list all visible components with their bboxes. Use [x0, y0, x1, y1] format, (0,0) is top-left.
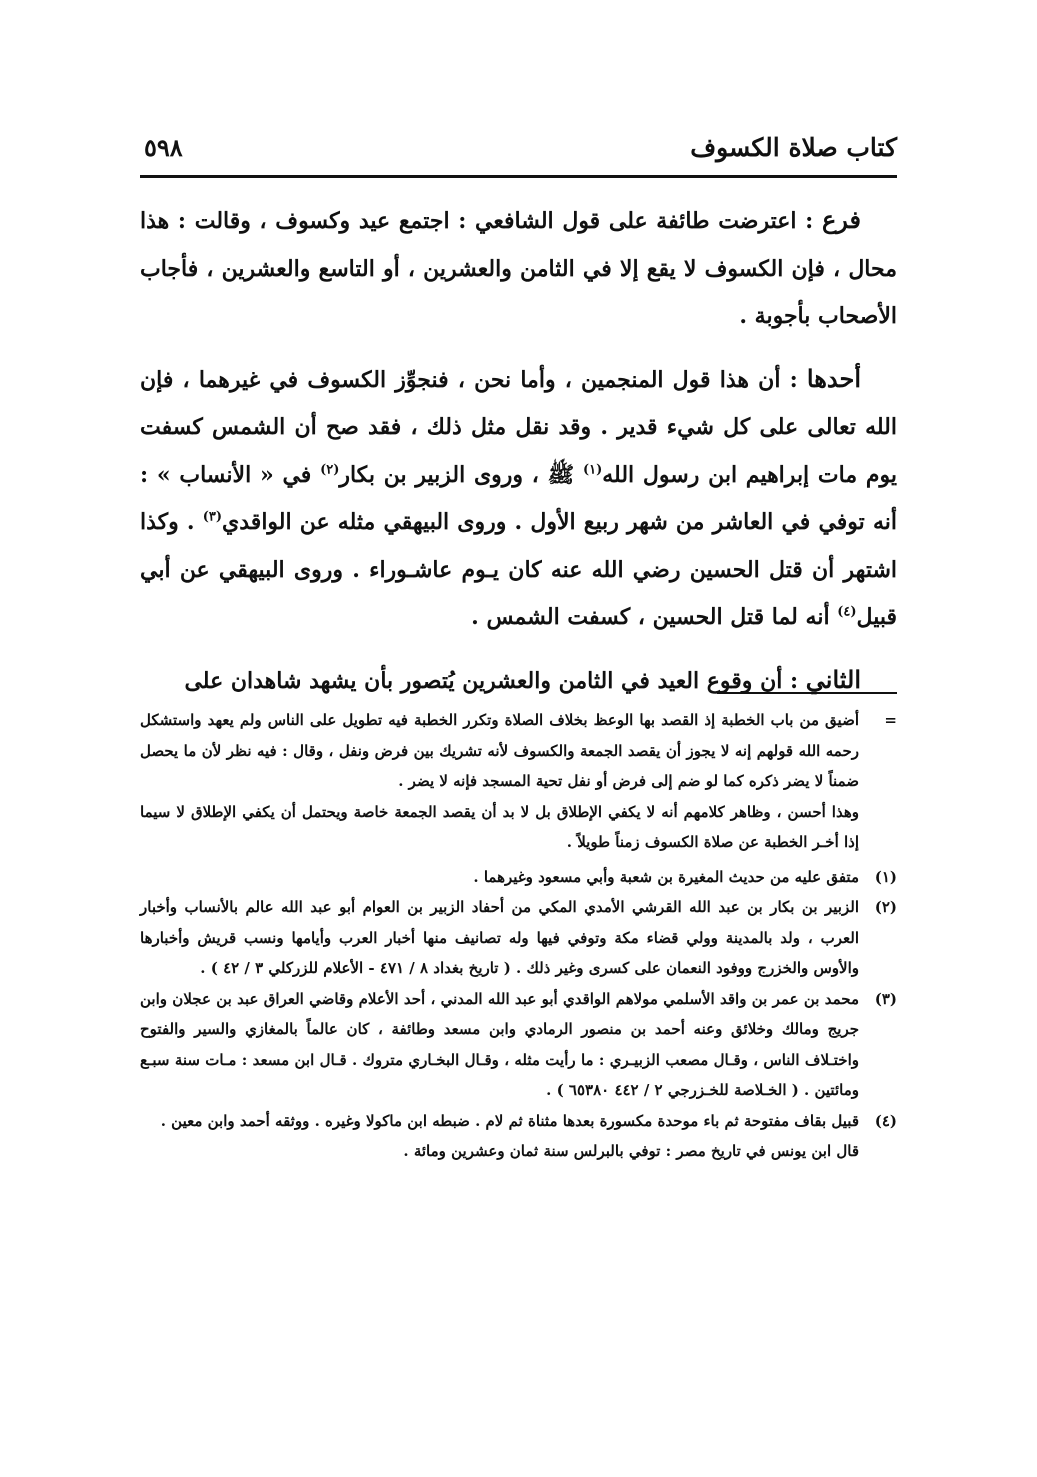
footnote-divider [717, 692, 897, 694]
paragraph-second-answer [140, 656, 897, 706]
footnote-continuation-text: وهذا أحسن ، وظاهر كلامهم أنه لا يكفي الإطلاق بل لا بد أن يقصد الجمعة خاصة ويحتمل أن يكفي الإطلاق لا سيما إذا أخـر الخطبة عن صلاة الكسوف زمناً طويلاً . [140, 802, 859, 851]
footnote-4 [140, 1106, 897, 1137]
footnote-text: أضيق من باب الخطبة إذ القصد بها الوعظ بخلاف الصلاة وتكرر الخطبة فيه تطويل على الناس ولم يعهد واستشكل رحمه الله قولهم إنه لا يجوز أن يقصد الجمعة والكسوف لأنه تشريك بين فرض ونفل ، وقال : فيه نظر لأن ما يحصل ضمناً لا يضر ذكره كما لو ضم إلى فرض أو نفل تحية المسجد فإنه لا يضر . [140, 711, 859, 790]
footnote-continuation [140, 705, 897, 797]
footnote-4-addendum: قال ابن يونس في تاريخ مصر : توفي بالبرلس سنة ثمان وعشرين ومائة . [403, 1142, 859, 1160]
paragraph-text: : أن وقوع العيد في الثامن والعشرين يُتصور بأن يشهد شاهدان على [184, 667, 806, 694]
paragraph-lead-second: الثاني [805, 664, 861, 694]
paragraph-text: في « الأنساب » : أنه توفي في العاشر من شهر ربيع الأول . وروى البيهقي مثله عن الواقدي [140, 461, 897, 535]
paragraph-text: أنه لما قتل الحسين ، كسفت الشمس . [471, 604, 838, 630]
continuation-mark: = [884, 711, 897, 729]
header-divider [140, 175, 897, 178]
footnotes [140, 705, 897, 1167]
footnote-mark: (١) [874, 867, 897, 886]
footnote-2 [140, 892, 897, 984]
footnote-3 [140, 984, 897, 1106]
paragraph-far [140, 196, 897, 341]
footnote-text: محمد بن عمر بن واقد الأسلمي مولاهم الواقدي أبو عبد الله المدني ، أحد الأعلام وقاضي العراق عبد بن عجلان وابن جريج ومالك وخلائق وعنه أحمد بن منصور الرمادي وابن مسعد وطائفة ، كان عالماً بالمغازي والسير والفتوح واختـلاف الناس ، وقـال مصعب الزبيـري : ما رأيت مثله ، وقـال البخـاري متروك . قـال ابن مسعد : مـات سنة سبـع ومائتين . ( الخـلاصة للخـزرجي ٢ / ٤٤٢ ٦٥٣٨٠ ) . [140, 989, 859, 1099]
footnote-mark: (٢) [874, 898, 897, 916]
page-header [140, 122, 897, 178]
paragraph-text: : أن هذا قول المنجمين ، وأما نحن ، فنجوِّز الكسوف في غيرهما ، فإن الله تعالى على كل شيء قدير . وقد نقل مثل ذلك ، فقد صح أن الشمس كسفت يوم مات إبراهيم ابن رسول الله [140, 366, 897, 488]
footnote-ref-3[interactable]: (٣) [202, 509, 223, 525]
paragraph-text: ﷺ ، وروى الزبير بن بكار [339, 461, 583, 488]
footnote-ref-2[interactable]: (٢) [320, 462, 340, 478]
footnote-mark: (٣) [874, 989, 897, 1008]
footnote-text: قبيل بقاف مفتوحة ثم باء موحدة مكسورة بعدها مثناة ثم لام . ضبطه ابن ماكولا وغيره . ووثقه أحمد وابن معين . [160, 1111, 859, 1130]
main-text [140, 196, 897, 719]
footnote-ref-1[interactable]: (١) [582, 462, 603, 478]
chapter-title: كتاب صلاة الكسوف [690, 133, 897, 162]
footnote-mark: (٤) [874, 1111, 897, 1130]
footnote-1 [140, 862, 897, 893]
paragraph-first-answer [140, 355, 897, 642]
paragraph-lead-first: أحدها [806, 363, 861, 393]
paragraph-text: . وكذا اشتهر أن قتل الحسين رضي الله عنه كان يـوم عاشـوراء . وروى البيهقي عن أبي قبيل [140, 509, 897, 630]
footnote-text: الزبير بن بكار بن عبد الله القرشي الأمدي المكي من أحفاد الزبير بن العوام أبو عبد الله عالم بالأنساب وأخبار العرب ، ولد بالمدينة وولي قضاء مكة وتوفي فيها وله تصانيف منها أخبار العرب وأيامها ونسب قريش وأخبارها والأوس والخزرج ووفود النعمان على كسرى وغير ذلك . ( تاريخ بغداد ٨ / ٤٧١ - الأعلام للزركلي ٣ / ٤٢ ) . [140, 898, 859, 977]
paragraph-lead-far: فرع [821, 205, 861, 234]
paragraph-text: : اعترضت طائفة على قول الشافعي : اجتمع عيد وكسوف ، وقالت : هذا محال ، فإن الكسوف لا يقع إلا في الثامن والعشرين ، أو التاسع والعشرين ، فأجاب الأصحاب بأجوبة . [140, 208, 897, 329]
page-number: ٥٩٨ [144, 133, 183, 162]
footnote-ref-4[interactable]: (٤) [837, 604, 857, 620]
footnote-text: متفق عليه من حديث المغيرة بن شعبة وأبي مسعود وغيرهما . [473, 867, 859, 886]
